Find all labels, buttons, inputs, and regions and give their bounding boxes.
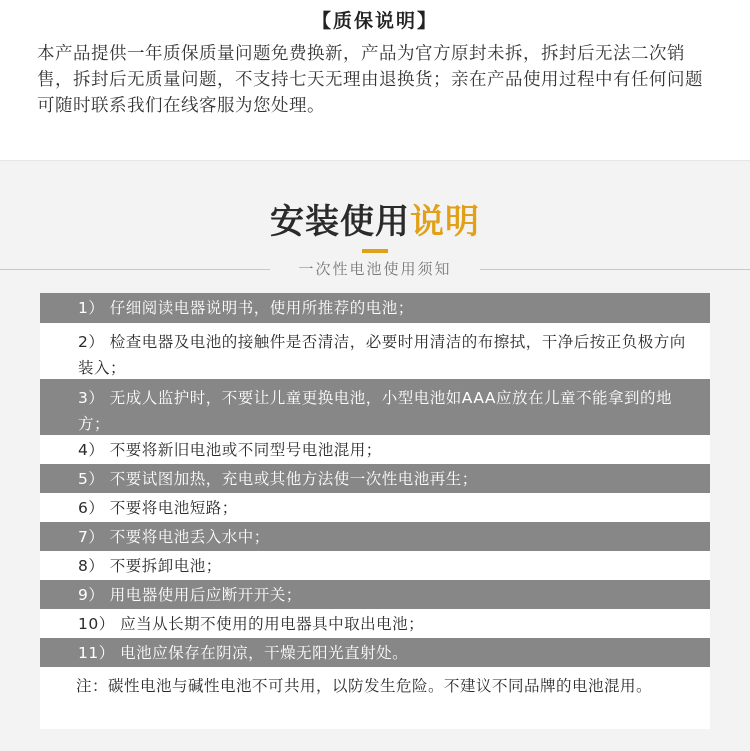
warranty-section — [0, 0, 750, 160]
instructions-panel — [0, 160, 750, 751]
heading-underline-bar — [362, 249, 388, 253]
list-item: 1） 仔细阅读电器说明书，使用所推荐的电池； — [40, 293, 710, 323]
heading-accent-part: 说明 — [410, 202, 480, 242]
instructions-note: 注：碳性电池与碱性电池不可共用，以防发生危险。不建议不同品牌的电池混用。 — [40, 667, 710, 729]
list-item: 6） 不要将电池短路； — [40, 493, 710, 522]
list-item: 5） 不要试图加热，充电或其他方法使一次性电池再生； — [40, 464, 710, 493]
warranty-title: 【质保说明】 — [311, 10, 438, 32]
instructions-list — [40, 293, 710, 729]
warranty-body: 本产品提供一年质保质量问题免费换新，产品为官方原封未拆，拆封后无法二次销售，拆封后无质量问题，不支持七天无理由退换货；亲在产品使用过程中有任何问题可随时联系我们在线客服为您处理。 — [37, 44, 703, 116]
list-item: 9） 用电器使用后应断开开关； — [40, 580, 710, 609]
list-item: 11） 电池应保存在阴凉，干燥无阳光直射处。 — [40, 638, 710, 667]
list-item: 3） 无成人监护时，不要让儿童更换电池，小型电池如AAA应放在儿童不能拿到的地方； — [40, 379, 710, 435]
list-item: 7） 不要将电池丢入水中； — [40, 522, 710, 551]
list-item: 8） 不要拆卸电池； — [40, 551, 710, 580]
instructions-subtitle: 一次性电池使用须知 — [298, 260, 452, 278]
heading-dark-part: 安装使用 — [270, 202, 410, 242]
list-item: 2） 检查电器及电池的接触件是否清洁，必要时用清洁的布擦拭，干净后按正负极方向装入； — [40, 323, 710, 379]
instructions-heading — [0, 194, 750, 243]
list-item: 4） 不要将新旧电池或不同型号电池混用； — [40, 435, 710, 464]
list-item: 10） 应当从长期不使用的用电器具中取出电池； — [40, 609, 710, 638]
